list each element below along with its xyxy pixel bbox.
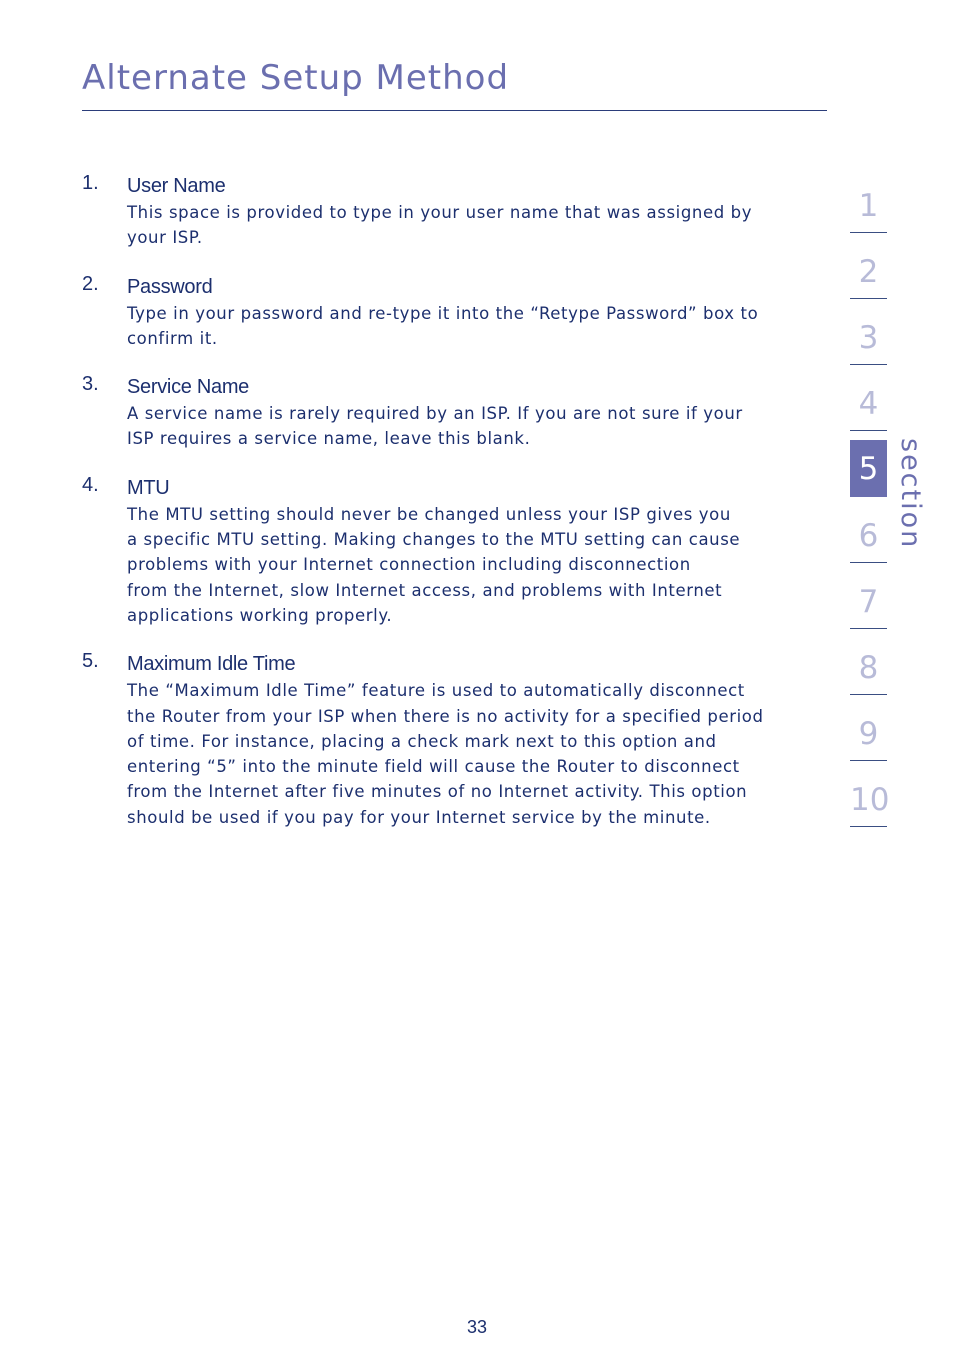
page-number: 33 xyxy=(466,1317,488,1337)
list-item-user-name xyxy=(82,172,802,251)
section-nav-item-10[interactable] xyxy=(850,762,890,827)
item-number: 5. xyxy=(82,650,99,673)
section-nav-item-1[interactable] xyxy=(850,168,887,233)
list-item-password xyxy=(82,273,802,352)
section-number: 1 xyxy=(858,188,879,224)
section-nav-item-5-active[interactable] xyxy=(850,440,887,497)
section-nav-item-7[interactable] xyxy=(850,564,887,629)
section-nav-item-6[interactable] xyxy=(850,498,887,563)
item-number: 1. xyxy=(82,172,99,194)
section-number: 5 xyxy=(858,451,879,487)
title-divider xyxy=(82,110,827,111)
section-nav-item-8[interactable] xyxy=(850,630,887,695)
section-nav-item-4[interactable] xyxy=(850,366,887,431)
item-title: Maximum Idle Time xyxy=(127,653,296,676)
section-number: 8 xyxy=(858,650,879,686)
section-number: 7 xyxy=(858,584,879,620)
list-item-mtu xyxy=(82,474,802,628)
section-number: 2 xyxy=(858,254,879,290)
item-title: MTU xyxy=(127,476,170,499)
list-item-maximum-idle-time xyxy=(82,650,802,830)
page-title: Alternate Setup Method xyxy=(82,58,510,98)
settings-list xyxy=(82,172,802,852)
item-number: 3. xyxy=(82,373,99,396)
item-number: 2. xyxy=(82,272,99,295)
section-nav-item-2[interactable] xyxy=(850,234,887,299)
item-description: This space is provided to type in your user name that was assigned by your ISP. xyxy=(127,203,753,248)
section-number: 3 xyxy=(858,320,879,356)
item-description: The MTU setting should never be changed unless your ISP gives you a specific MTU setting. Making changes to the MTU setting can cause problems with your Internet connection including disconnection from the Internet, slow Internet access, and problems with Internet applications working properly. xyxy=(127,504,741,625)
item-description: A service name is rarely required by an ISP. If you are not sure if your ISP requires a service name, leave this blank. xyxy=(127,404,743,449)
item-title: Service Name xyxy=(127,376,249,399)
section-nav xyxy=(850,168,890,827)
section-nav-item-3[interactable] xyxy=(850,300,887,365)
item-title: User Name xyxy=(127,175,226,197)
section-number: 6 xyxy=(858,518,879,554)
section-nav-item-9[interactable] xyxy=(850,696,887,761)
section-label: section xyxy=(895,438,926,550)
item-title: Password xyxy=(127,275,213,298)
item-number: 4. xyxy=(82,473,99,496)
item-description: The “Maximum Idle Time” feature is used to automatically disconnect the Router from your ISP when there is no activity for a specified period of time. For instance, placing a check mark next to this option and entering “5” into the minute field will cause the Router to disconnect from the Internet after five minutes of no Internet activity. This option should be used if you pay for your Internet service by the minute. xyxy=(127,681,764,827)
section-number: 9 xyxy=(858,716,879,752)
item-description: Type in your password and re-type it into the “Retype Password” box to confirm it. xyxy=(127,303,759,348)
section-number: 10 xyxy=(850,782,890,818)
section-number: 4 xyxy=(858,386,879,422)
list-item-service-name xyxy=(82,373,802,452)
